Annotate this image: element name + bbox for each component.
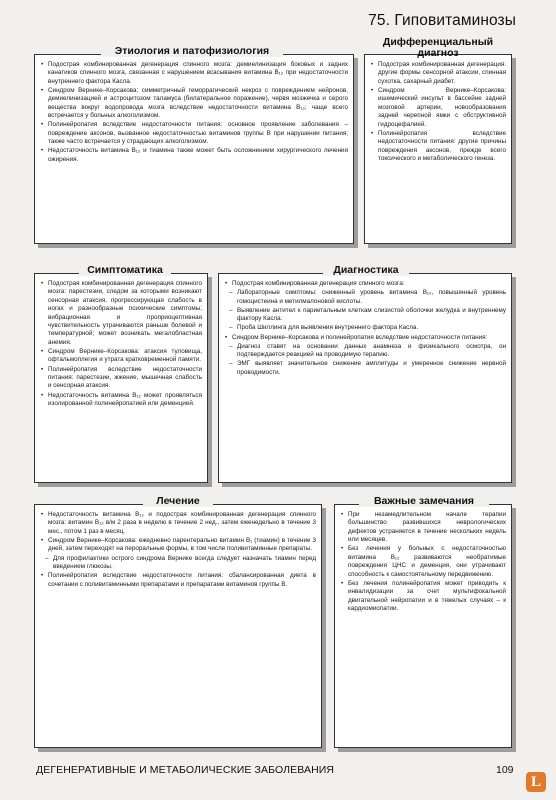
item-text: Подострая комбинированная дегенерация спинного мозга: [232, 280, 405, 287]
item-text: Подострая комбинированная дегенерация: другие формы сенсорной атаксии, спинная сухотка, сахарный диабет. [378, 61, 506, 85]
dash-bullet: – [45, 554, 49, 562]
item-text: Полинейропатия вследствие недостаточности питания: другие причины повреждения аксонов, прежде всего токсического и метаболического генеза. [378, 129, 506, 163]
item-text: Без лечения у больных с недостаточностью витамина B₁₂ развиваются необратимые повреждения ЦНС и деменция, они утрачивают способность к самостоятельному передвижению. [348, 545, 506, 578]
list-item [41, 121, 348, 146]
bullet: • [371, 129, 374, 137]
item-text: Подострая комбинированная дегенерация спинного мозга: парестезии, следом за которыми возникают сенсорная атаксия, прогрессирующая слабость в ногах и разнообразные психические симптомы; вибрационная и проприоцептивная чувствительность утрачиваются раньше болевой и температурной; может возникать мегалобластная анемия. [48, 280, 202, 346]
item-text: Недостаточность витамина B₁₂ и подострая комбинированная дегенерация спинного мозга: витамин B₁₂ в/м 2 раза в неделю в течение 2 нед., затем еженедельно в течение 3 мес., потом 1 раз в месяц. [48, 511, 316, 535]
bullet: • [41, 391, 44, 399]
dash-bullet: – [229, 289, 233, 297]
list-item [41, 366, 202, 391]
bullet: • [41, 87, 44, 95]
list-item [41, 87, 348, 121]
bullet: • [225, 333, 228, 341]
item-text: Синдром Вернике–Корсакова: атаксия туловища, офтальмоплегия и утрата кратковременной памяти. [48, 348, 202, 364]
differential-box [364, 36, 512, 244]
item-text: Для профилактики острого синдрома Вернике всегда следует назначать тиамин перед введением глюкозы. [53, 554, 316, 571]
list-item [341, 580, 506, 614]
item-text: Лабораторные симптомы: сниженный уровень витамина B₁₂, повышенный уровень гомоцистеина и метилмалоновой кислоты. [237, 289, 506, 305]
page-number: 109 [496, 764, 514, 776]
bullet: • [341, 545, 344, 553]
diagnostics-box [218, 264, 512, 483]
bullet: • [41, 348, 44, 356]
item-text: Без лечения полинейропатия может приводить к инвалидизации за счет мультифокальной двигательной нейропатии и в тяжелых случаях – к кардиомиопатии. [348, 579, 506, 613]
diagnostics-list [225, 280, 506, 377]
chapter-title: 75. Гиповитаминозы [368, 12, 516, 29]
bullet: • [41, 511, 44, 518]
list-item [225, 280, 506, 288]
list-item [371, 61, 506, 86]
list-item [341, 511, 506, 545]
list-item [225, 334, 506, 342]
item-text: Недостаточность витамина B₁₂ и тиамина также может быть осложнением хирургического лечения ожирения. [48, 147, 348, 163]
item-text: Синдром Вернике–Корсакова: ишемический инсульт в бассейне задней мозговой артерии, новообразования задней черепной ямки с обструктивной гидроцефалией. [378, 87, 506, 128]
item-text: Подострая комбинированная дегенерация спинного мозга: демиелинизация боковых и задних канатиков спинного мозга, связанная с нарушением всасывания витамина B₁₂ при недостаточности внутреннего фактора Касла. [48, 61, 348, 85]
item-text: Выявление антител к париетальным клеткам слизистой оболочки желудка и внутреннему фактору Касла. [237, 306, 506, 323]
list-item [41, 348, 202, 365]
item-text: Полинейропатия вследствие недостаточности питания: сбалансированная диета в сочетании с поливитаминными препаратами и препаратами витаминов группы B. [48, 572, 316, 588]
publisher-logo-icon: L [526, 772, 546, 792]
differential-list [371, 61, 506, 163]
bullet: • [371, 87, 374, 95]
etiology-title: Этиология и патофизиология [101, 46, 283, 57]
sub-list-item [225, 324, 506, 332]
item-text: ЭМГ выявляет значительное снижение амплитуды и умеренное снижение нервной проводимости. [237, 360, 506, 376]
sub-list-item [225, 307, 506, 324]
bullet: • [41, 121, 44, 129]
symptoms-title: Симптоматика [79, 265, 171, 276]
list-item [341, 545, 506, 579]
item-text: При незамедлительном начале терапии большинство развившихся неврологических дефектов устраняется в течение нескольких недель или месяцев. [348, 511, 506, 544]
list-item [371, 130, 506, 164]
item-text: Недостаточность витамина B₁₂ может проявляться изолированной полинейропатией или деменцией. [48, 391, 202, 408]
bullet: • [41, 537, 44, 545]
list-item [41, 572, 316, 589]
sub-list-item [41, 555, 316, 572]
sub-list-item [225, 360, 506, 377]
bullet: • [371, 61, 374, 68]
bullet: • [225, 280, 228, 287]
dash-bullet: – [229, 360, 233, 368]
etiology-list [41, 61, 348, 164]
notes-box [334, 495, 512, 748]
item-text: Полинейропатия вследствие недостаточности питания: парестезии, жжение, мышечная слабость и сенсорная атаксия. [48, 365, 202, 390]
list-item [41, 537, 316, 554]
bullet: • [41, 572, 44, 580]
etiology-box [34, 45, 354, 244]
item-text: Диагноз ставят на основании данных анамнеза и физикального осмотра, он подтверждается реакцией на проводимую терапию. [237, 342, 506, 359]
dash-bullet: – [229, 306, 233, 314]
treatment-list [41, 511, 316, 589]
list-item [41, 280, 202, 347]
list-item [41, 511, 316, 536]
bullet: • [41, 365, 44, 373]
list-item [41, 392, 202, 409]
sub-list-item [225, 343, 506, 360]
sub-list-item [225, 289, 506, 306]
symptoms-box [34, 264, 208, 483]
dash-bullet: – [229, 342, 233, 350]
notes-title: Важные замечания [359, 496, 489, 507]
bullet: • [341, 511, 344, 518]
bullet: • [41, 280, 44, 287]
bullet: • [341, 579, 344, 587]
bullet: • [41, 147, 44, 155]
bullet: • [41, 61, 44, 68]
list-item [41, 147, 348, 164]
symptoms-list [41, 280, 202, 408]
diagnostics-title: Диагностика [323, 265, 409, 276]
item-text: Проба Шиллинга для выявления внутреннего фактора Касла. [237, 324, 419, 332]
footer-section-title: ДЕГЕНЕРАТИВНЫЕ И МЕТАБОЛИЧЕСКИЕ ЗАБОЛЕВАНИЯ [36, 764, 335, 776]
differential-title: Дифференциальный диагноз [382, 36, 494, 59]
item-text: Полинейропатия вследствие недостаточности питания: основное проявление заболевания – повреждение аксонов, вызванное недостаточностью витаминов группы B при нарушении питания; также часто встречается у страдающих алкоголизмом. [48, 121, 348, 146]
treatment-title: Лечение [143, 496, 213, 507]
list-item [41, 61, 348, 86]
dash-bullet: – [229, 324, 233, 332]
item-text: Синдром Вернике–Корсакова: ежедневно парентерально витамин B₁ (тиамин) в течение 3 дней, затем переходят на пероральные формы, в том числе поливитаминные препараты. [48, 537, 316, 553]
list-item [371, 87, 506, 129]
treatment-box [34, 495, 322, 748]
item-text: Синдром Вернике–Корсакова: симметричный геморрагический некроз с повреждением нейронов, демиелинизацией и астроцитозом таламуса (билатеральное поражение), червя мозжечка и серого вещества вокруг водопровода мозга вследствие недостаточности витамина B₁₂; чаще всего встречается у больных алкоголизмом. [48, 87, 348, 120]
notes-list [341, 511, 506, 613]
item-text: Синдром Вернике–Корсакова и полинейропатия вследствие недостаточности питания: [232, 333, 488, 341]
